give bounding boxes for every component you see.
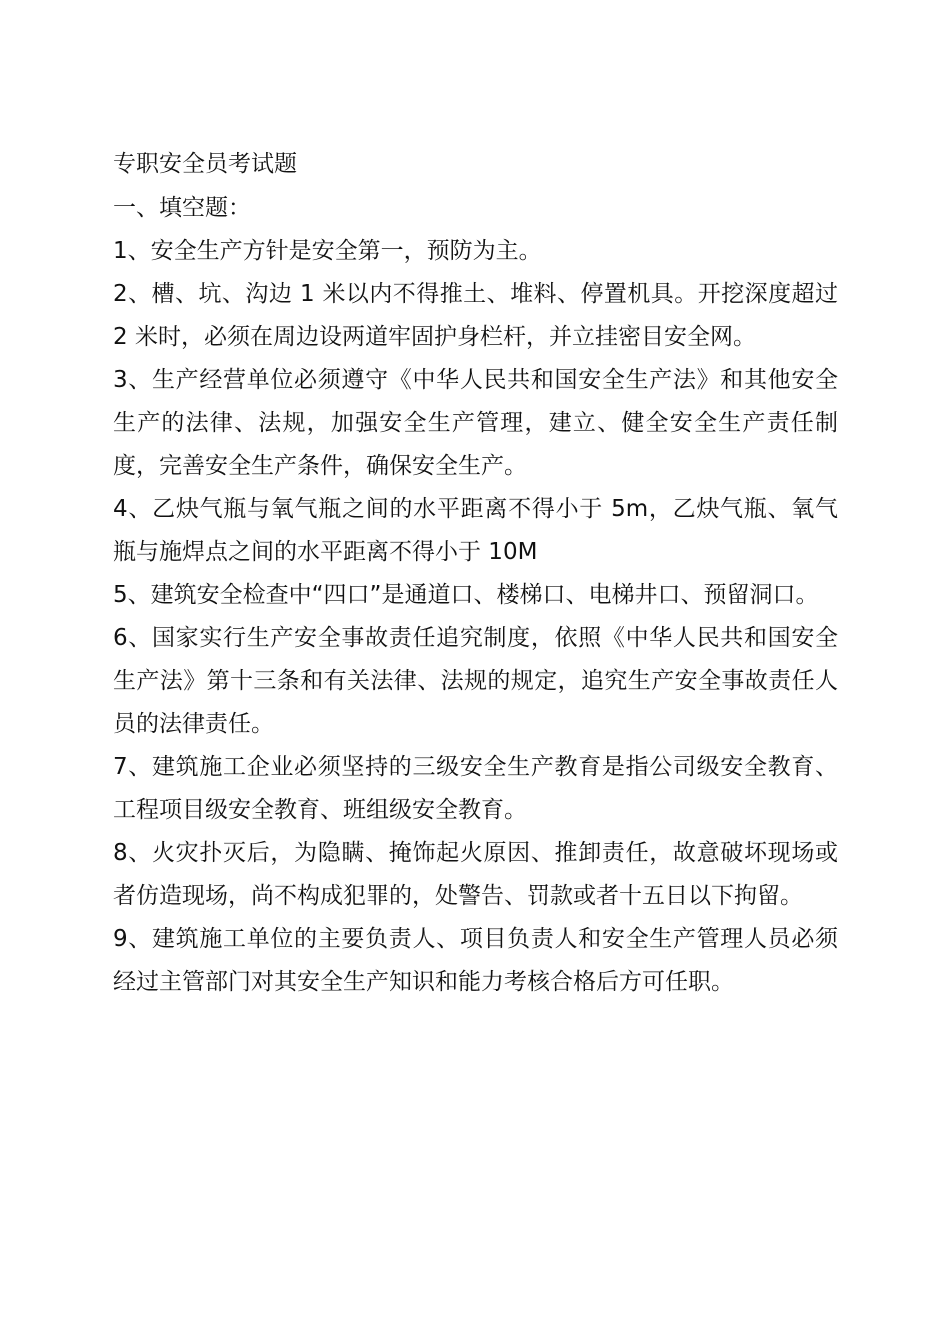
question-item: 1、安全生产方针是安全第一，预防为主。 — [113, 238, 542, 264]
question-item: 6、国家实行生产安全事故责任追究制度，依照《中华人民共和国安全生产法》第十三条和有关法律、法规的规定，追究生产安全事故责任人员的法律责任。 — [113, 625, 838, 737]
document-title: 专职安全员考试题 — [113, 151, 297, 177]
section-heading: 一、填空题： — [113, 195, 251, 221]
question-item: 8、火灾扑灭后，为隐瞒、掩饰起火原因、推卸责任，故意破坏现场或者仿造现场，尚不构成犯罪的，处警告、罚款或者十五日以下拘留。 — [113, 840, 838, 909]
question-item: 4、乙炔气瓶与氧气瓶之间的水平距离不得小于 5m，乙炔气瓶、氧气瓶与施焊点之间的水平距离不得小于 10M — [113, 496, 838, 565]
question-list — [113, 230, 838, 1004]
question-item: 2、槽、坑、沟边 1 米以内不得推土、堆料、停置机具。开挖深度超过 2 米时，必须在周边设两道牢固护身栏杆，并立挂密目安全网。 — [113, 281, 838, 350]
question-item: 3、生产经营单位必须遵守《中华人民共和国安全生产法》和其他安全生产的法律、法规，加强安全生产管理，建立、健全安全生产责任制度，完善安全生产条件，确保安全生产。 — [113, 367, 838, 479]
question-item: 9、建筑施工单位的主要负责人、项目负责人和安全生产管理人员必须经过主管部门对其安全生产知识和能力考核合格后方可任职。 — [113, 926, 838, 995]
question-item: 5、建筑安全检查中“四口”是通道口、楼梯口、电梯井口、预留洞口。 — [113, 582, 819, 608]
document-page — [113, 142, 838, 1004]
question-item: 7、建筑施工企业必须坚持的三级安全生产教育是指公司级安全教育、工程项目级安全教育、班组级安全教育。 — [113, 754, 838, 823]
